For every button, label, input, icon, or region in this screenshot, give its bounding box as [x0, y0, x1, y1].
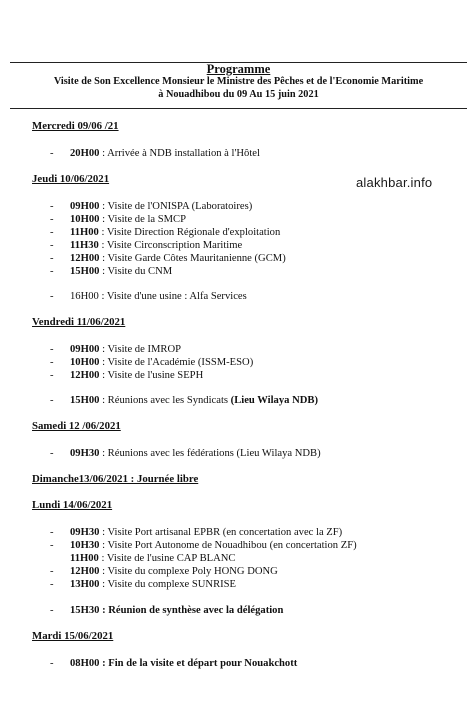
- list-item: - 15H00 : Réunions avec les Syndicats (Lieu Wilaya NDB): [50, 395, 318, 406]
- list-item: 11H00 : Visite de l'usine CAP BLANC: [70, 553, 236, 564]
- day-list-tuesday: [50, 657, 297, 670]
- day-heading-friday: Vendredi 11/06/2021: [32, 316, 126, 328]
- list-item: - 12H00 : Visite du complexe Poly HONG DONG: [50, 566, 278, 577]
- list-item: - 09H30 : Réunions avec les fédérations (Lieu Wilaya NDB): [50, 448, 321, 459]
- list-item: - 09H30 : Visite Port artisanal EPBR (en concertation avec la ZF): [50, 527, 343, 538]
- list-item: - 10H00 : Visite de la SMCP: [50, 214, 187, 225]
- day-list-thursday: [50, 200, 286, 278]
- day-list-monday: [50, 526, 357, 591]
- document-title: Programme: [206, 62, 271, 76]
- header-block: [10, 62, 467, 101]
- day-list-saturday: [50, 447, 321, 460]
- day-heading-tuesday: Mardi 15/06/2021: [32, 630, 114, 642]
- list-item: - 09H00 : Visite de l'ONISPA (Laboratoires): [50, 201, 253, 212]
- list-item: - 15H30 : Réunion de synthèse avec la délégation: [50, 605, 284, 616]
- list-item: - 13H00 : Visite du complexe SUNRISE: [50, 579, 237, 590]
- list-item: - 12H00 : Visite Garde Côtes Mauritanienne (GCM): [50, 253, 286, 264]
- day-heading-thursday: Jeudi 10/06/2021: [32, 173, 110, 185]
- day-heading-monday: Lundi 14/06/2021: [32, 499, 113, 511]
- day-list-monday-extra: [50, 604, 283, 617]
- watermark: alakhbar.info: [356, 175, 433, 190]
- list-item: - 16H00 : Visite d'une usine : Alfa Services: [50, 291, 247, 302]
- list-item: - 08H00 : Fin de la visite et départ pour Nouakchott: [50, 658, 298, 669]
- list-item: - 12H00 : Visite de l'usine SEPH: [50, 370, 204, 381]
- list-item: - 10H00 : Visite de l'Académie (ISSM-ESO): [50, 357, 254, 368]
- list-item: - 11H30 : Visite Circonscription Maritime: [50, 240, 243, 251]
- day-list-friday-extra: [50, 394, 318, 407]
- list-item: - 10H30 : Visite Port Autonome de Nouadhibou (en concertation ZF): [50, 540, 357, 551]
- day-heading-sunday: Dimanche13/06/2021 : Journée libre: [32, 473, 199, 485]
- day-list-thursday-extra: [50, 290, 247, 303]
- day-list-friday: [50, 343, 253, 382]
- list-item: - 15H00 : Visite du CNM: [50, 266, 173, 277]
- list-item: - 09H00 : Visite de IMROP: [50, 344, 182, 355]
- day-list-wednesday: [50, 147, 260, 160]
- document-subtitle-line-1: Visite de Son Excellence Monsieur le Ministre des Pêches et de l'Economie Maritime: [53, 76, 424, 87]
- day-heading-saturday: Samedi 12 /06/2021: [32, 420, 121, 432]
- list-item: - 20H00 : Arrivée à NDB installation à l'Hôtel: [50, 148, 260, 159]
- header-bottom-rule: [10, 108, 467, 109]
- list-item: - 11H00 : Visite Direction Régionale d'exploitation: [50, 227, 281, 238]
- document-subtitle-line-2: à Nouadhibou du 09 Au 15 juin 2021: [158, 88, 319, 100]
- day-heading-wednesday: Mercredi 09/06 /21: [32, 120, 119, 132]
